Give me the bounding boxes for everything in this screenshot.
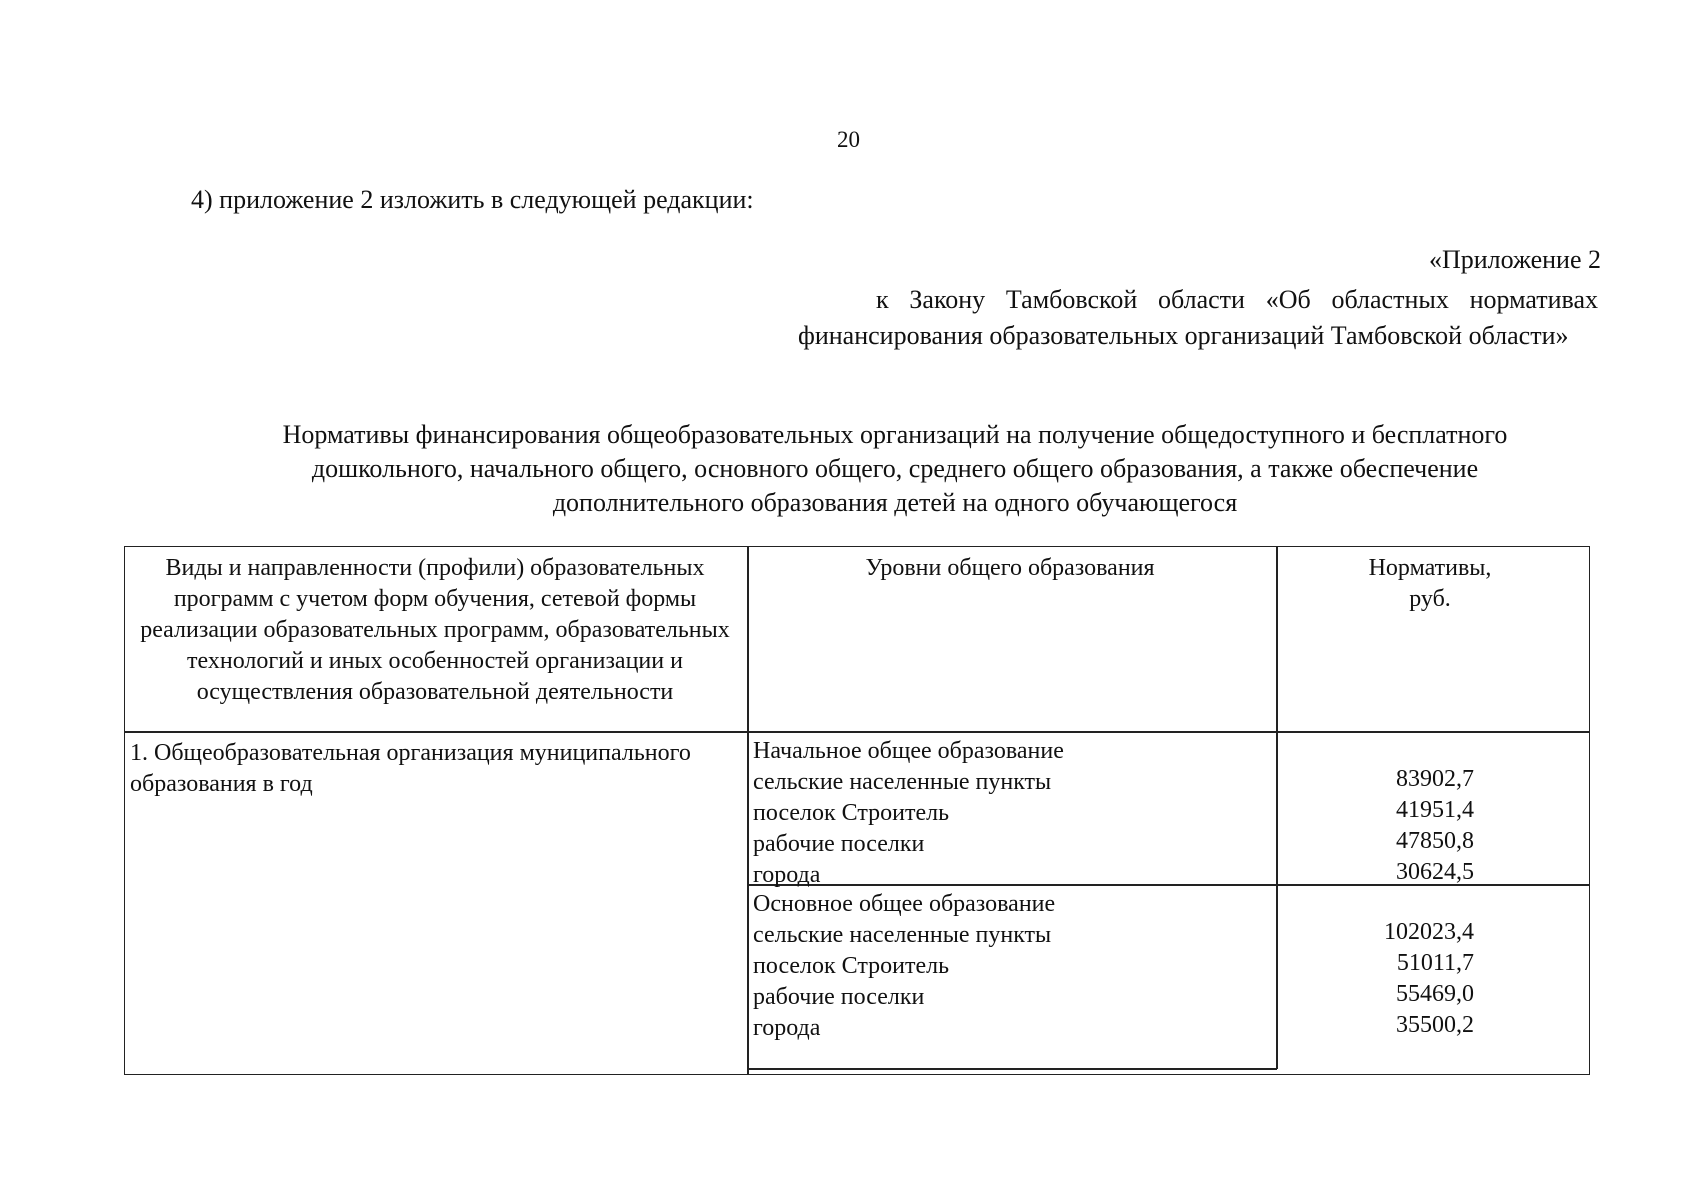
- levels-group-basic: [753, 889, 1273, 1044]
- values-group-basic: [1278, 917, 1474, 1041]
- intro-paragraph: 4) приложение 2 изложить в следующей редакции:: [191, 185, 754, 214]
- norm-value: 102023,4: [1384, 919, 1474, 945]
- header-row-divider: [124, 731, 1590, 733]
- level-item: поселок Строитель: [753, 800, 950, 826]
- level-item: поселок Строитель: [753, 953, 950, 979]
- appendix-title: «Приложение 2: [1428, 245, 1601, 274]
- header-norms-line-2: руб.: [1409, 586, 1451, 612]
- level-item: рабочие поселки: [753, 984, 925, 1010]
- level-title: Основное общее образование: [753, 891, 1056, 917]
- header-norms: [1278, 553, 1582, 615]
- values-group-primary: [1278, 764, 1474, 888]
- appendix-reference: к Закону Тамбовской области «Об областных нормативах финансирования образовательных организаций Тамбовской области»: [798, 285, 1598, 350]
- level-item: города: [753, 1015, 821, 1041]
- heading-line-1: Нормативы финансирования общеобразовательных организаций на получение общедоступного и бесплатного: [282, 420, 1508, 449]
- norm-value: 83902,7: [1396, 766, 1474, 792]
- document-heading: [200, 418, 1590, 520]
- header-norms-line-1: Нормативы,: [1368, 555, 1492, 581]
- heading-line-2: дошкольного, начального общего, основного общего, среднего общего образования, а также обеспечение: [311, 454, 1479, 483]
- heading-line-3: дополнительного образования детей на одного обучающегося: [552, 488, 1238, 517]
- column-divider-1: [747, 546, 749, 1075]
- levels-group-primary: [753, 736, 1273, 891]
- norm-value: 55469,0: [1396, 981, 1474, 1007]
- level-item: города: [753, 862, 821, 888]
- group-bottom-line: [747, 1068, 1277, 1070]
- norm-value: 30624,5: [1396, 859, 1474, 885]
- level-item: сельские населенные пункты: [753, 769, 1052, 795]
- row-label-municipal-organization: 1. Общеобразовательная организация муниципального образования в год: [130, 740, 691, 797]
- page-number: 20: [837, 127, 860, 152]
- level-title: Начальное общее образование: [753, 738, 1064, 764]
- header-program-types: Виды и направленности (профили) образовательных программ с учетом форм обучения, сетевой формы реализации образовательных программ, образовательных технологий и иных особенностей организации и осуществления образовательной деятельности: [140, 555, 730, 705]
- level-item: рабочие поселки: [753, 831, 925, 857]
- level-item: сельские населенные пункты: [753, 922, 1052, 948]
- norm-value: 51011,7: [1396, 950, 1474, 976]
- header-education-levels: Уровни общего образования: [865, 555, 1155, 581]
- norm-value: 35500,2: [1396, 1012, 1474, 1038]
- norm-value: 47850,8: [1396, 828, 1474, 854]
- norm-value: 41951,4: [1396, 797, 1474, 823]
